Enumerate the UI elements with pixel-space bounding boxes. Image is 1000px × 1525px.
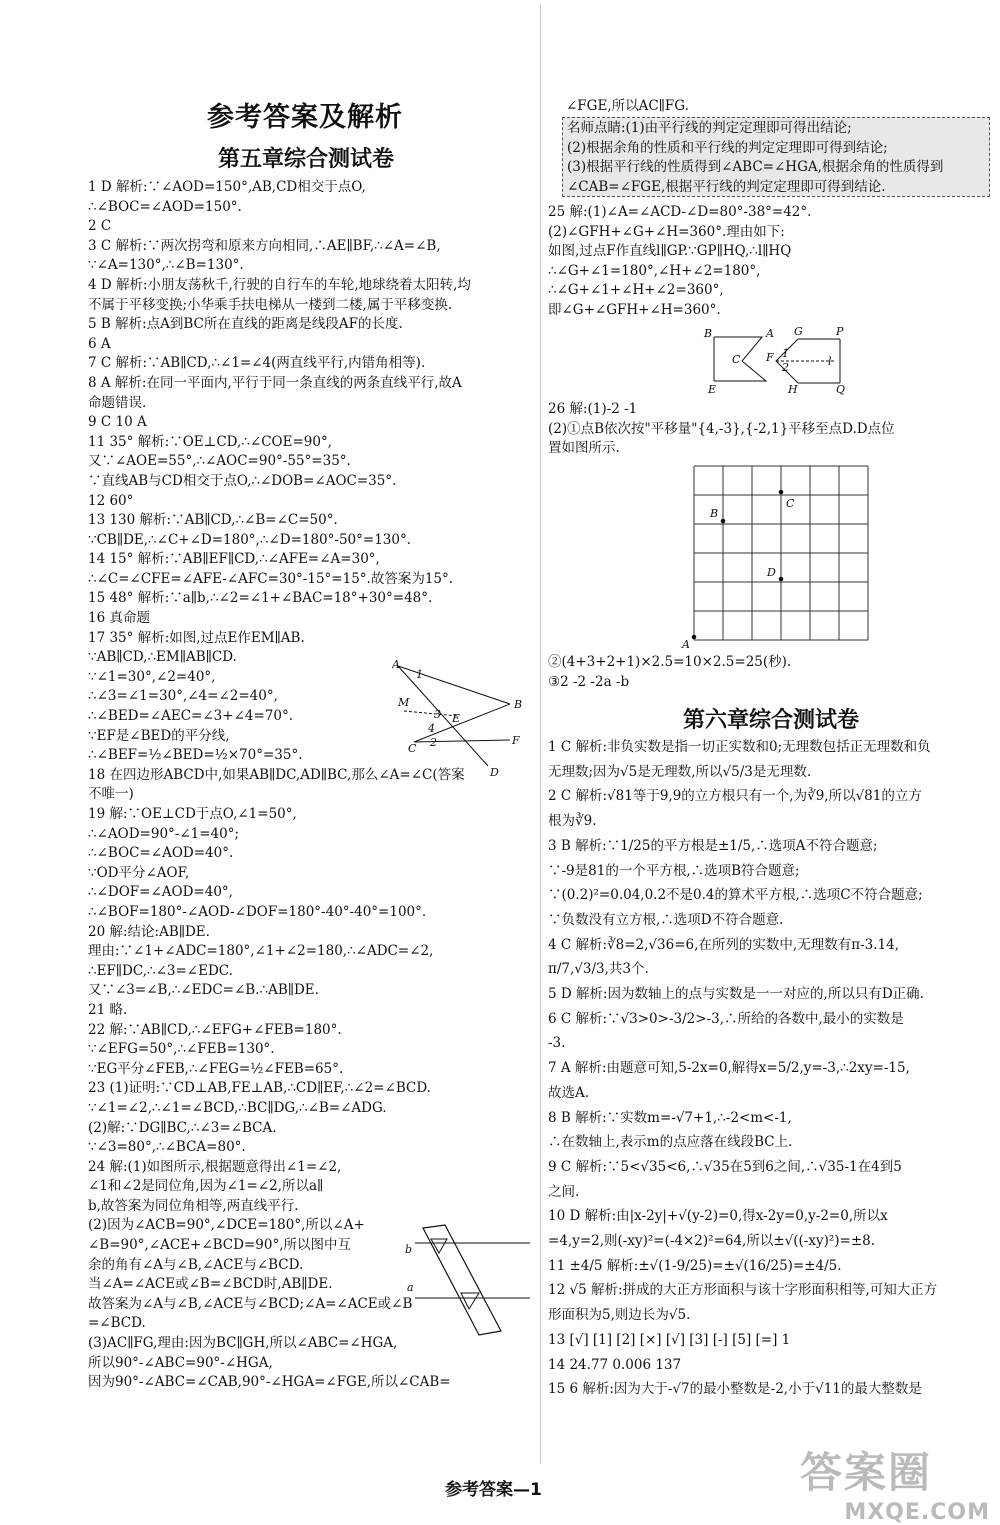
answer-line: 15 6 解析:因为大于-√7的最小整数是-2,小于√11的最大整数是 bbox=[548, 1381, 922, 1398]
answer-line: 14 24.77 0.006 137 bbox=[548, 1356, 682, 1373]
answer-line: ∴∠3=∠1=30°,∠4=∠2=40°, bbox=[88, 688, 278, 705]
section5-title: 第五章综合测试卷 bbox=[218, 147, 395, 172]
answer-line: 置如图所示. bbox=[548, 440, 620, 457]
column-divider bbox=[540, 4, 541, 1464]
answer-line: 22 解:∵AB∥CD,∴∠EFG+∠FEB=180°. bbox=[88, 1021, 342, 1038]
answer-line: ∴∠AOD=90°-∠1=40°; bbox=[88, 825, 240, 842]
answer-line: 2 C 解析:√81等于9,9的立方根只有一个,为∛9,所以√81的立方 bbox=[548, 788, 922, 805]
answer-line: ∵-9是81的一个平方根,∴选项B符合题意; bbox=[548, 862, 800, 879]
answer-line: ∴∠BOC=∠AOD=40°. bbox=[88, 845, 234, 862]
answer-line: 26 解:(1)-2 -1 bbox=[548, 401, 638, 417]
answer-line: ∴∠BOC=∠AOD=150°. bbox=[88, 198, 242, 215]
answer-line: 21 略. bbox=[88, 1001, 128, 1018]
answer-line: 7 C 解析:∵AB∥CD,∴∠1=∠4(两直线平行,内错角相等). bbox=[88, 355, 426, 372]
answer-line: 如图,过点F作直线l∥GP.∵GP∥HQ,∴l∥HQ bbox=[548, 243, 792, 260]
answer-line: ∵负数没有立方根,∴选项D不符合题意. bbox=[548, 911, 784, 928]
label: E bbox=[452, 712, 461, 725]
answer-line: 13 130 解析:∵AB∥CD,∴∠B=∠C=50°. bbox=[88, 512, 338, 529]
answer-line: ∴∠BEF=½∠BED=½×70°=35°. bbox=[88, 747, 303, 764]
label: D bbox=[490, 766, 499, 778]
label: D bbox=[767, 566, 776, 579]
answer-line: b,故答案为同位角相等,两直线平行. bbox=[88, 1197, 299, 1214]
point-d bbox=[779, 577, 784, 582]
label: A bbox=[392, 658, 400, 671]
answer-line: 6 C 解析:∵√3>0>-3/2>-3,∴所给的各数中,最小的实数是 bbox=[548, 1010, 904, 1027]
label: B bbox=[704, 327, 713, 340]
answer-line: 19 解:∵OE⊥CD于点O,∠1=50°, bbox=[88, 806, 297, 822]
answer-line: (3)AC∥FG,理由:因为BC∥GH,所以∠ABC=∠HGA, bbox=[88, 1335, 398, 1352]
answer-line: 又∵∠AOE=55°,∴∠AOC=90°-55°=35°. bbox=[88, 453, 351, 470]
answer-line: 因为90°-∠ABC=∠CAB,90°-∠HGA=∠FGE,所以∠CAB= bbox=[88, 1374, 451, 1391]
teacher-tip-box bbox=[562, 117, 990, 197]
label: C bbox=[732, 353, 741, 366]
answer-line: 理由:∵∠1+∠ADC=180°,∠1+∠2=180,∴∠ADC=∠2, bbox=[88, 943, 434, 960]
watermark-url: MXQE.COM bbox=[844, 1500, 990, 1525]
answer-line: ③2 -2 -2a -b bbox=[548, 673, 630, 690]
answer-line: ②(4+3+2+1)×2.5=10×2.5=25(秒). bbox=[548, 654, 792, 670]
label: F bbox=[512, 734, 520, 747]
label: M bbox=[398, 696, 410, 709]
label: 3 bbox=[434, 708, 441, 721]
tip-line: ∠CAB=∠FGE,根据平行线的判定定理即可得到结论. bbox=[567, 178, 886, 195]
tip-line: (2)根据余角的性质和平行线的判定定理即可得到结论; bbox=[567, 139, 888, 156]
answer-line: 又∵∠3=∠B,∴∠EDC=∠B.∴AB∥DE. bbox=[88, 982, 319, 999]
answer-line: ∴∠C=∠CFE=∠AFE-∠AFC=30°-15°=15°.故答案为15°. bbox=[88, 570, 454, 587]
label: B bbox=[710, 507, 719, 520]
q26-answers bbox=[548, 653, 988, 692]
answer-line: 5 D 解析:因为数轴上的点与实数是一一对应的,所以只有D正确. bbox=[548, 986, 924, 1003]
answer-line: 不属于平移变换;小华乘手扶电梯从一楼到二楼,属于平移变换. bbox=[88, 296, 453, 313]
answer-line: ∵AB∥CD,∴EM∥AB∥CD. bbox=[88, 649, 237, 666]
answer-line: (2)①点B依次按"平移量"{4,-3},{-2,1}平移至点D.D点位 bbox=[548, 420, 895, 437]
tip-line: 名师点睛:(1)由平行线的判定定理即可得出结论; bbox=[567, 120, 852, 136]
ruler bbox=[423, 1225, 501, 1335]
left-column bbox=[88, 178, 528, 1393]
answer-line: 8 A 解析:在同一平面内,平行于同一条直线的两条直线平行,故A bbox=[88, 374, 462, 391]
label: l bbox=[828, 355, 832, 368]
point-c bbox=[779, 490, 784, 495]
answer-line: ∵∠1=30°,∠2=40°, bbox=[88, 668, 216, 685]
answer-line: 8 B 解析:∵实数m=-√7+1,∴-2<m<-1, bbox=[548, 1109, 792, 1126]
section6-answers bbox=[548, 735, 988, 1402]
answer-line: 7 A 解析:由题意可知,5-2x=0,解得x=5/2,y=-3,∴2xy=-15, bbox=[548, 1060, 910, 1077]
answer-line: 20 解:结论:AB∥DE. bbox=[88, 923, 210, 940]
tip-line: (3)根据平行线的性质得到∠ABC=∠HGA,根据余角的性质得到 bbox=[567, 159, 944, 176]
answer-line: (2)∠GFH+∠G+∠H=360°.理由如下: bbox=[548, 223, 785, 240]
answer-line: 4 C 解析:∛8=2,√36=6,在所列的实数中,无理数有π-3.14, bbox=[548, 936, 899, 953]
figure-q17 bbox=[392, 656, 528, 778]
label: C bbox=[786, 497, 795, 510]
answer-line: ∠1和∠2是同位角,因为∠1=∠2,所以a∥ bbox=[88, 1178, 324, 1195]
answer-line: ∠B=90°,∠ACE+∠BCD=90°,所以图中互 bbox=[88, 1237, 351, 1254]
answer-line: ∵∠3=80°,∴∠BCA=80°. bbox=[88, 1139, 246, 1156]
answer-line: ∵(0.2)²=0.04,0.2不是0.4的算术平方根,∴选项C不符合题意; bbox=[548, 887, 923, 904]
answer-line: ∴在数轴上,表示m的点应落在线段BC上. bbox=[548, 1134, 793, 1151]
answer-line: 不唯一) bbox=[88, 786, 134, 803]
answer-line: 9 C 10 A bbox=[88, 414, 147, 431]
figure-q25 bbox=[702, 325, 857, 395]
answer-line: (2)因为∠ACB=90°,∠DCE=180°,所以∠A+ bbox=[88, 1217, 365, 1234]
answer-line: 所以90°-∠ABC=90°-∠HGA, bbox=[88, 1354, 273, 1371]
answer-line: π/7,√3/3,共3个. bbox=[548, 961, 649, 978]
answer-line: 12 60° bbox=[88, 492, 134, 509]
answer-line: 11 ±4/5 解析:±√(1-9/25)=±√(16/25)=±4/5. bbox=[548, 1257, 842, 1274]
answer-line: 9 C 解析:∵5<√35<6,∴√35在5到6之间,∴√35-1在4到5 bbox=[548, 1158, 902, 1175]
answer-line: 根为∛9. bbox=[548, 813, 597, 830]
label: C bbox=[408, 742, 417, 755]
answer-line: 17 35° 解析:如图,过点E作EM∥AB. bbox=[88, 629, 305, 646]
answer-line: ∵∠1=∠2,∴∠1=∠BCD,∴BC∥DG,∴∠B=∠ADG. bbox=[88, 1099, 387, 1116]
answer-line: 1 C 解析:非负实数是指一切正实数和0;无理数包括正无理数和负 bbox=[548, 739, 931, 755]
answer-line: 25 解:(1)∠A=∠ACD-∠D=80°-38°=42°. bbox=[548, 204, 812, 220]
answer-line: 故选A. bbox=[548, 1084, 590, 1101]
q25-text bbox=[548, 203, 988, 321]
answer-line: 命题错误. bbox=[88, 394, 147, 411]
answer-line: 3 B 解析:∵1/25的平方根是±1/5,∴选项A不符合题意; bbox=[548, 837, 878, 854]
watermark-logo-text: 答案圈 bbox=[800, 1448, 933, 1497]
label: 2 bbox=[430, 736, 437, 749]
section6-title: 第六章综合测试卷 bbox=[683, 708, 860, 733]
label: a bbox=[407, 1281, 414, 1294]
answer-line: 23 (1)证明:∵CD⊥AB,FE⊥AB,∴CD∥EF,∴∠2=∠BCD. bbox=[88, 1080, 431, 1097]
label: 1 bbox=[782, 347, 789, 360]
answer-line: 16 真命题 bbox=[88, 610, 150, 627]
label: 2 bbox=[782, 361, 789, 374]
label: A bbox=[682, 638, 690, 651]
answer-line: 14 15° 解析:∵AB∥EF∥CD,∴∠AFE=∠A=30°, bbox=[88, 551, 380, 568]
answer-line: 6 A bbox=[88, 335, 111, 352]
answer-line: ∵OD平分∠AOF, bbox=[88, 864, 190, 881]
right-top-text bbox=[566, 97, 986, 117]
page-title: 参考答案及解析 bbox=[207, 102, 403, 133]
point-b bbox=[721, 519, 726, 524]
label: B bbox=[514, 698, 523, 711]
label: b bbox=[405, 1243, 413, 1256]
answer-line: ∵直线AB与CD相交于点O,∴∠DOB=∠AOC=35°. bbox=[88, 472, 397, 489]
q26-text bbox=[548, 400, 988, 459]
answer-line: 12 √5 解析:拼成的大正方形面积与该十字形面积相等,可知大正方 bbox=[548, 1282, 938, 1299]
answer-line: ∵∠EFG=50°,∴∠FEB=130°. bbox=[88, 1041, 275, 1058]
line-em bbox=[404, 711, 458, 716]
label: A bbox=[766, 327, 774, 340]
triangle-top bbox=[431, 1239, 447, 1253]
label: E bbox=[708, 383, 717, 395]
label: H bbox=[788, 383, 798, 395]
label: 4 bbox=[428, 722, 435, 735]
answer-line: (2)解:∵DG∥BC,∴∠3=∠BCA. bbox=[88, 1119, 277, 1136]
answer-line: 余的角有∠A与∠B,∠ACE与∠BCD. bbox=[88, 1256, 304, 1273]
answer-line: -3. bbox=[548, 1035, 566, 1052]
answer-line: 5 B 解析:点A到BC所在直线的距离是线段AF的长度. bbox=[88, 316, 403, 333]
answer-line: 之间. bbox=[548, 1183, 580, 1200]
watermark bbox=[800, 1440, 990, 1525]
answer-line: ∴∠BOF=180°-∠AOD-∠DOF=180°-40°-40°=100°. bbox=[88, 903, 427, 920]
label: F bbox=[766, 351, 774, 364]
answer-line: 故答案为∠A与∠B,∠ACE与∠BCD;∠A=∠ACE或∠B bbox=[88, 1295, 413, 1312]
answer-line: ∵EF是∠BED的平分线, bbox=[88, 727, 230, 744]
answer-line: =4,y=2,则(-xy)²=(-4×2)²=64,所以±√((-xy)²)=±8. bbox=[548, 1233, 876, 1250]
answer-line: ∵EG平分∠FEB,∴∠FEG=½∠FEB=65°. bbox=[88, 1060, 344, 1077]
answer-line: 11 35° 解析:∵OE⊥CD,∴∠COE=90°, bbox=[88, 433, 333, 450]
point-a bbox=[692, 635, 697, 640]
answer-line: ∴∠DOF=∠AOD=40°, bbox=[88, 884, 233, 901]
figure-q26-grid bbox=[680, 462, 880, 652]
answer-line: 4 D 解析:小朋友荡秋千,行驶的自行车的车轮,地球绕着太阳转,均 bbox=[88, 276, 471, 293]
answer-line: 3 C 解析:∵两次拐弯和原来方向相同,∴AE∥BF,∴∠A=∠B, bbox=[88, 237, 441, 254]
answer-line: 1 D 解析:∵∠AOD=150°,AB,CD相交于点O, bbox=[88, 179, 366, 195]
answer-line: 18 在四边形ABCD中,如果AB∥DC,AD∥BC,那么∠A=∠C(答案 bbox=[88, 766, 465, 783]
answer-line: 15 48° 解析:∵a∥b,∴∠2=∠1+∠BAC=18°+30°=48°. bbox=[88, 590, 433, 607]
answer-line: 形面积为5,则边长为√5. bbox=[548, 1307, 691, 1324]
answer-line: 无理数;因为√5是无理数,所以√5/3是无理数. bbox=[548, 763, 812, 780]
line-cf bbox=[414, 740, 510, 742]
answer-line: ∵CB∥DE,∴∠C+∠D=180°,∴∠D=180°-50°=130°. bbox=[88, 531, 412, 548]
answer-line: ∴∠G+∠1=180°,∠H+∠2=180°, bbox=[548, 262, 761, 279]
answer-line: 2 C bbox=[88, 218, 112, 235]
label: P bbox=[836, 325, 844, 338]
figure-q24 bbox=[405, 1223, 530, 1338]
answer-line: ∵∠A=130°,∴∠B=130°. bbox=[88, 257, 244, 274]
answer-line: 10 D 解析:由|x-2y|+√(y-2)=0,得x-2y=0,y-2=0,所以x bbox=[548, 1208, 888, 1225]
answer-line: ∠FGE,所以AC∥FG. bbox=[566, 98, 689, 114]
label: 1 bbox=[416, 668, 423, 681]
answer-line: 即∠G+∠GFH+∠H=360°. bbox=[548, 301, 721, 318]
answer-line: =∠BCD. bbox=[88, 1315, 146, 1332]
answer-line: ∴EF∥DC,∴∠3=∠EDC. bbox=[88, 962, 233, 979]
label: Q bbox=[836, 383, 846, 395]
answer-line: ∴∠G+∠1+∠H+∠2=360°, bbox=[548, 282, 724, 299]
label: G bbox=[794, 325, 803, 338]
answer-line: 13 [√] [1] [2] [×] [√] [3] [-] [5] [=] 1 bbox=[548, 1331, 791, 1348]
answer-line: ∴∠BED=∠AEC=∠3+∠4=70°. bbox=[88, 708, 294, 725]
page-footer: 参考答案—1 bbox=[445, 1480, 542, 1500]
answer-line: 24 解:(1)如图所示,根据题意得出∠1=∠2, bbox=[88, 1158, 342, 1175]
answer-line: 当∠A=∠ACE或∠B=∠BCD时,AB∥DE. bbox=[88, 1276, 333, 1293]
